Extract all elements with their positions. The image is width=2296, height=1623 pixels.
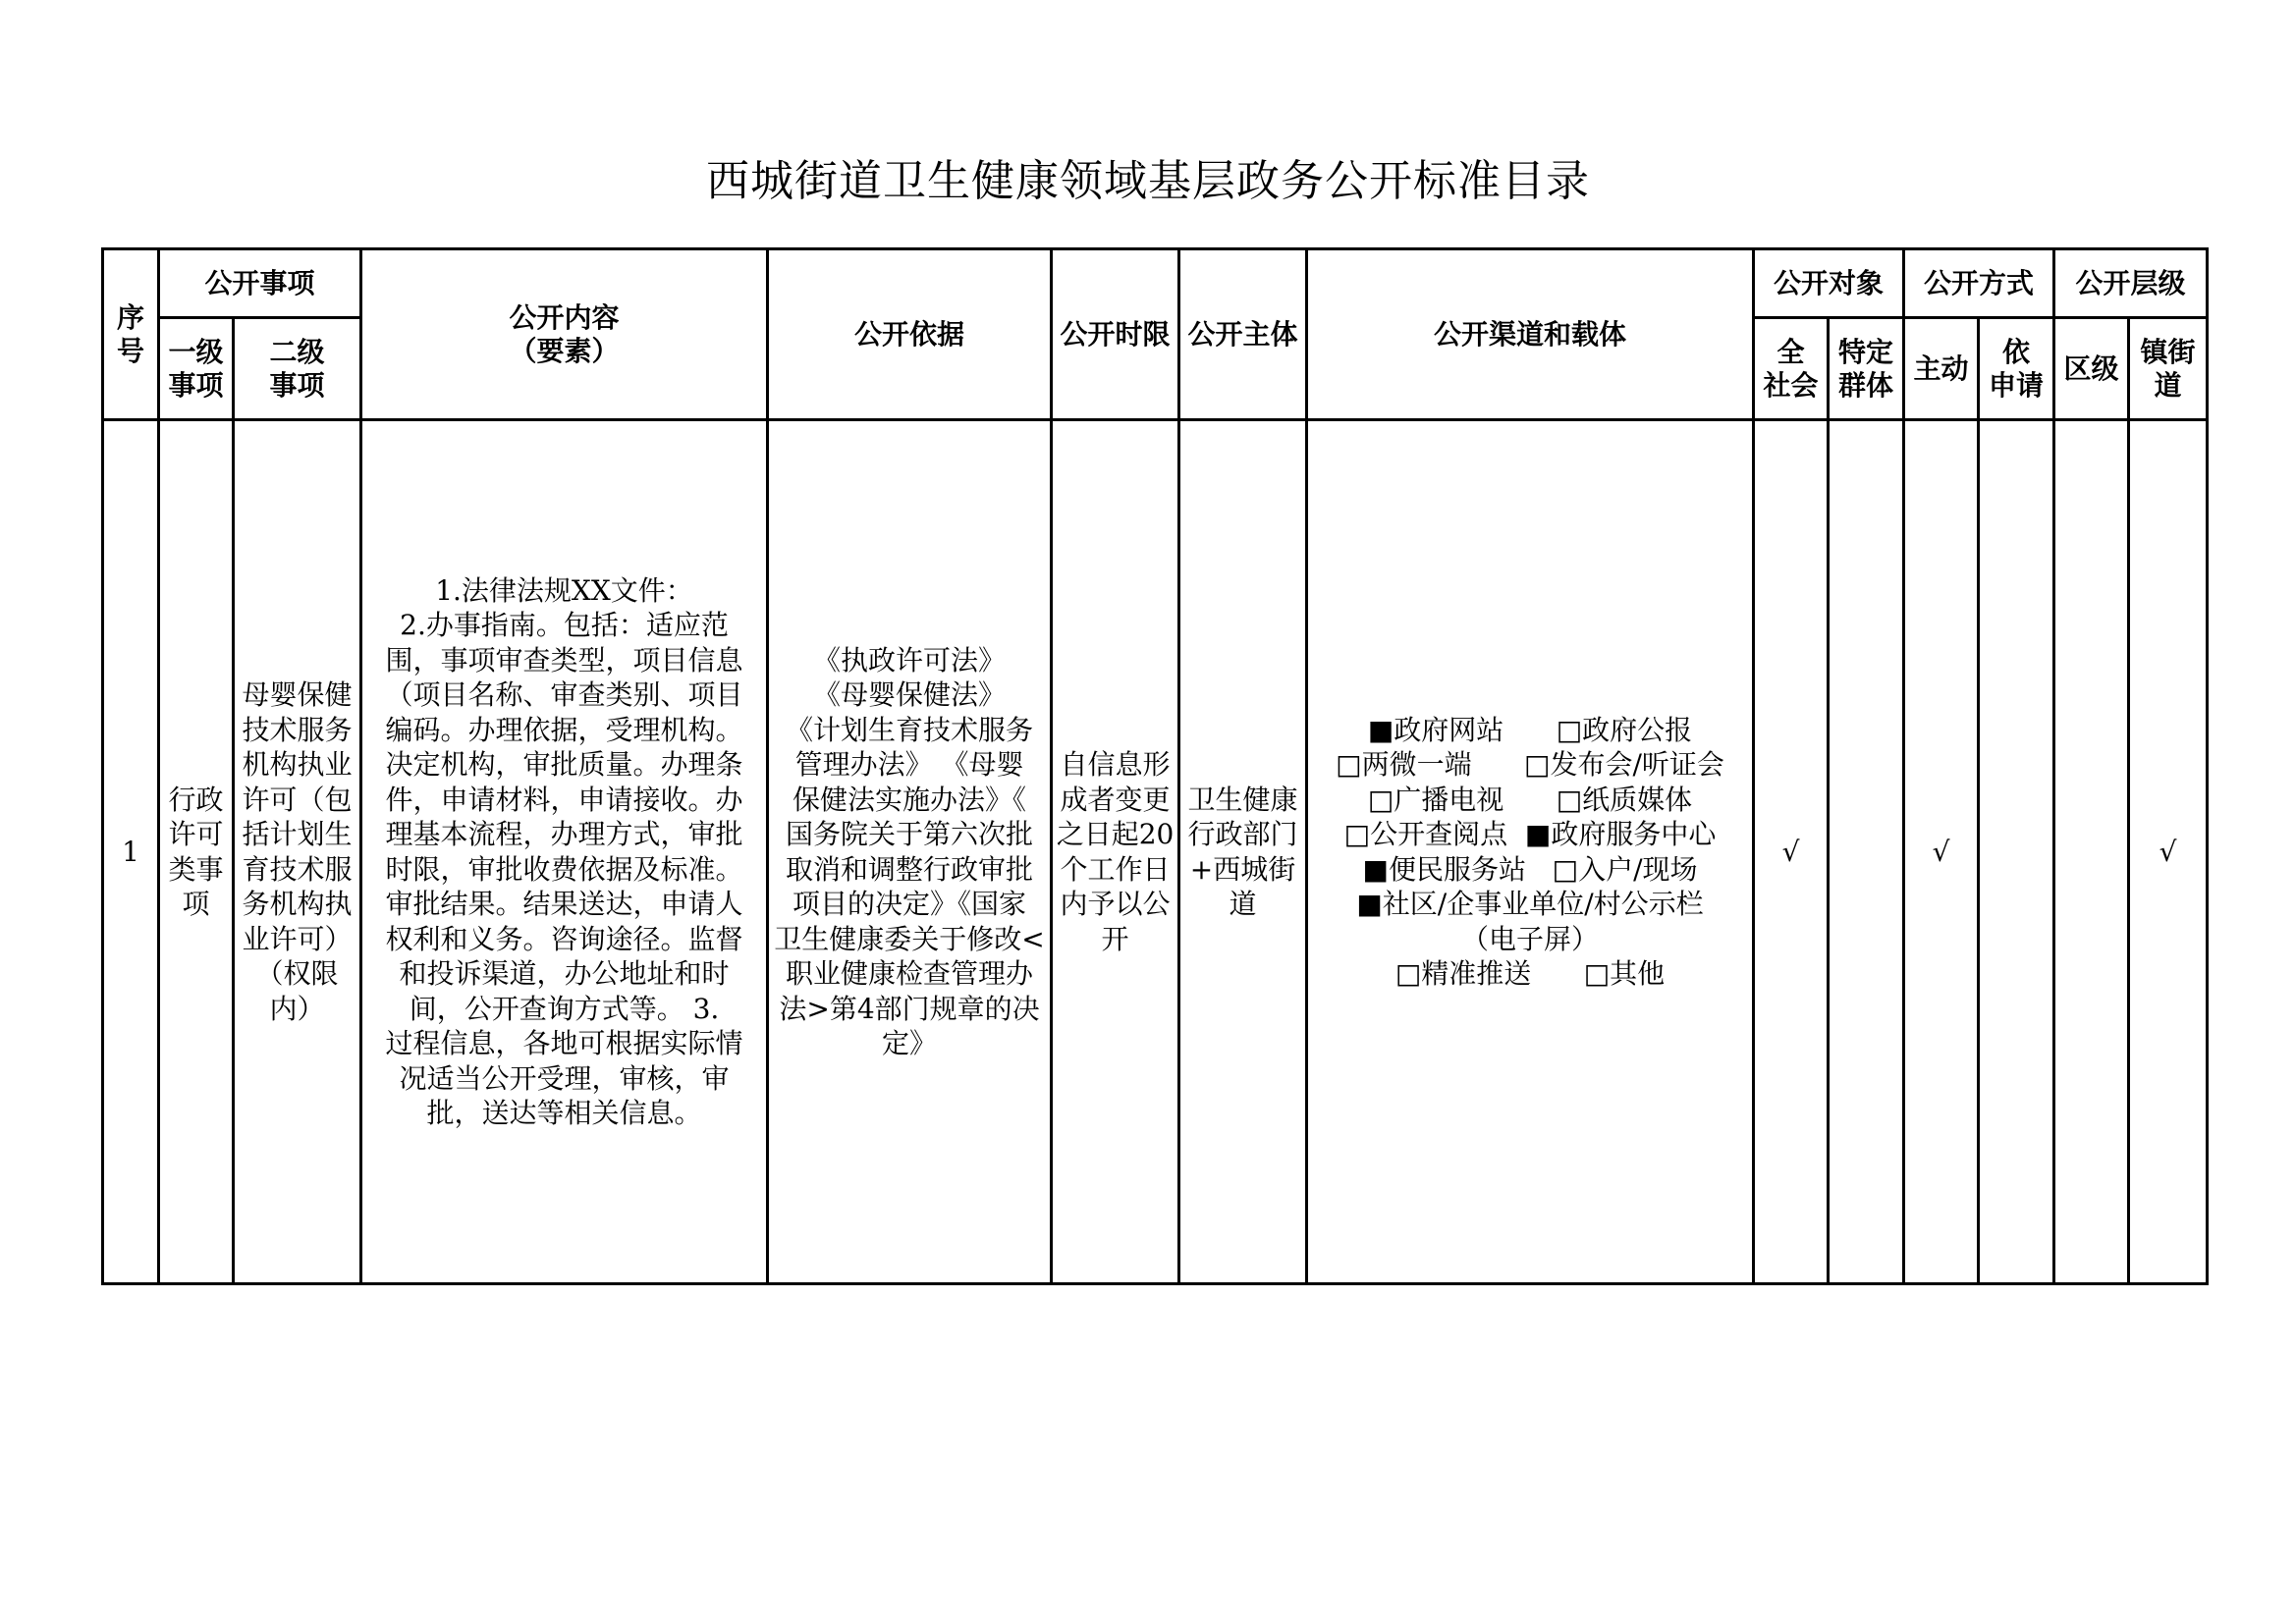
table-row [103, 420, 2208, 1284]
header-time-limit: 公开时限 [1052, 249, 1179, 420]
header-items: 公开事项 [159, 249, 361, 318]
header-level: 公开层级 [2054, 249, 2208, 318]
cell-target-all: √ [1754, 420, 1829, 1284]
header-seq: 序 号 [103, 249, 159, 420]
page-title: 西城街道卫生健康领域基层政务公开标准目录 [706, 156, 1590, 206]
cell-level1: 行政 许可 类事 项 [159, 420, 234, 1284]
cell-level-street: √ [2129, 420, 2208, 1284]
cell-content: 1.法律法规XX文件： 2.办事指南。包括：适应范 围，事项审查类型，项目信息 （项目名称、审查类别、项目 编码。办理依据，受理机构。 决定机构，审批质量。办理条 件，申请材料，申请接收。办 理基本流程，办理方式，审批 时限，审批收费依据及标准。 审批结果。结果送达，申请人 权利和义务。咨询途径。监督 和投诉渠道，办公地址和时 间，公开查询方式等。 3. 过程信息，各地可根据实际情 况适当公开受理，审核，审 批，送达等相关信息。 [361, 420, 768, 1284]
cell-channels: ■政府网站 □政府公报 □两微一端 □发布会/听证会 □广播电视 □纸质媒体 □公开查阅点 ■政府服务中心 ■便民服务站 □入户/现场 ■社区/企事业单位/村公示栏 （电子屏） □精准推送 □其他 [1307, 420, 1754, 1284]
cell-subject: 卫生健康 行政部门 +西城街 道 [1179, 420, 1307, 1284]
header-basis: 公开依据 [768, 249, 1052, 420]
cell-basis: 《执政许可法》 《母婴保健法》 《计划生育技术服务 管理办法》 《母婴 保健法实施办法》《 国务院关于第六次批 取消和调整行政审批 项目的决定》《国家 卫生健康委关于修改< 职业健康检查管理办 法>第4部门规章的决 定》 [768, 420, 1052, 1284]
header-level1: 一级 事项 [159, 318, 234, 420]
header-subject: 公开主体 [1179, 249, 1307, 420]
header-level2: 二级 事项 [234, 318, 361, 420]
cell-mode-active: √ [1904, 420, 1979, 1284]
header-target-specific: 特定 群体 [1829, 318, 1904, 420]
header-target-all: 全 社会 [1754, 318, 1829, 420]
header-mode-active: 主动 [1904, 318, 1979, 420]
header-level-street: 镇街 道 [2129, 318, 2208, 420]
header-mode-request: 依 申请 [1979, 318, 2054, 420]
cell-seq: 1 [103, 420, 159, 1284]
header-target: 公开对象 [1754, 249, 1904, 318]
cell-level-district [2054, 420, 2129, 1284]
cell-time-limit: 自信息形 成者变更 之日起20 个工作日 内予以公 开 [1052, 420, 1179, 1284]
header-channels: 公开渠道和载体 [1307, 249, 1754, 420]
catalog-table [101, 247, 2209, 1285]
header-mode: 公开方式 [1904, 249, 2054, 318]
header-content: 公开内容 （要素） [361, 249, 768, 420]
cell-target-specific [1829, 420, 1904, 1284]
header-level-district: 区级 [2054, 318, 2129, 420]
cell-level2: 母婴保健 技术服务 机构执业 许可（包 括计划生 育技术服 务机构执 业许可） （权限 内） [234, 420, 361, 1284]
header-row-top [103, 249, 2208, 318]
cell-mode-request [1979, 420, 2054, 1284]
